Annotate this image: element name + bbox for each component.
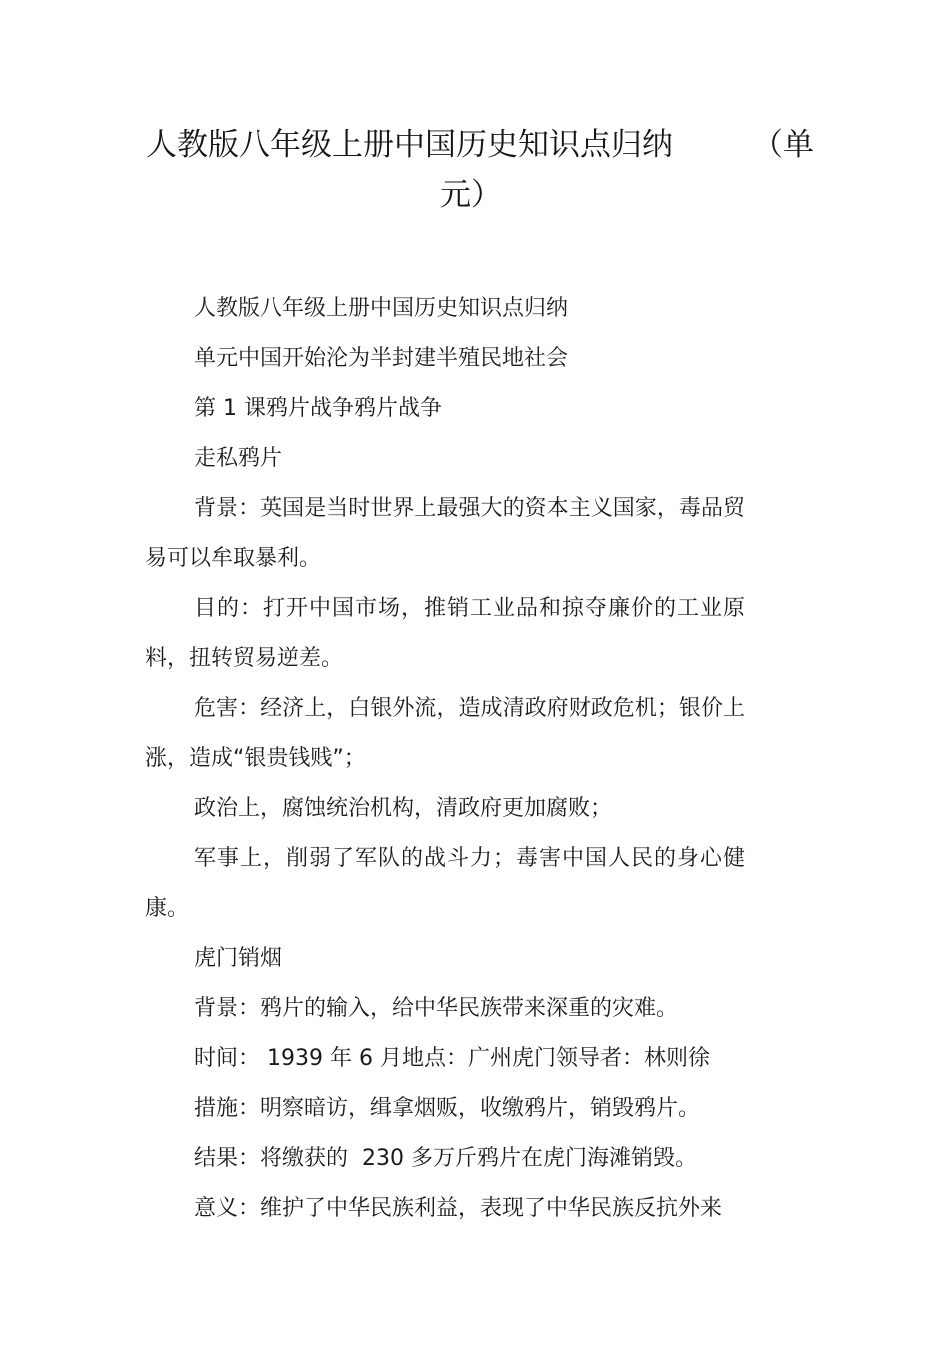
paragraph-humen-background: 背景：鸦片的输入，给中华民族带来深重的灾难。 xyxy=(194,996,679,1021)
paragraph-section-smuggling: 走私鸦片 xyxy=(194,446,283,471)
paragraph-humen-significance: 意义：维护了中华民族利益，表现了中华民族反抗外来 xyxy=(194,1196,723,1221)
title-line-1-tail: （单 xyxy=(752,127,814,163)
paragraph-heading: 人教版八年级上册中国历史知识点归纳 xyxy=(194,296,569,321)
paragraph-section-humen: 虎门销烟 xyxy=(194,946,283,971)
paragraph-harm-military: 军事上，削弱了军队的战斗力；毒害中国人民的身心健康。 xyxy=(145,846,745,921)
paragraph-unit-title: 单元中国开始沦为半封建半殖民地社会 xyxy=(194,346,569,371)
title-line-2: 元） xyxy=(440,177,502,213)
title-line-1: 人教版八年级上册中国历史知识点归纳 xyxy=(146,127,673,163)
paragraph-humen-measures: 措施：明察暗访，缉拿烟贩，收缴鸦片，销毁鸦片。 xyxy=(194,1096,701,1121)
paragraph-background: 背景：英国是当时世界上最强大的资本主义国家，毒品贸易可以牟取暴利。 xyxy=(145,496,745,571)
paragraph-lesson-title: 第 1 课鸦片战争鸦片战争 xyxy=(194,396,442,421)
paragraph-humen-result: 结果：将缴获的 230 多万斤鸦片在虎门海滩销毁。 xyxy=(194,1146,697,1171)
paragraph-harm-politics: 政治上，腐蚀统治机构，清政府更加腐败； xyxy=(194,796,613,821)
paragraph-harm-economy: 危害：经济上，白银外流，造成清政府财政危机；银价上涨，造成“银贵钱贱”； xyxy=(145,696,745,771)
paragraph-humen-time: 时间： 1939 年 6 月地点：广州虎门领导者：林则徐 xyxy=(194,1046,710,1071)
paragraph-purpose: 目的：打开中国市场，推销工业品和掠夺廉价的工业原料，扭转贸易逆差。 xyxy=(145,596,745,671)
document-body xyxy=(145,284,745,1234)
